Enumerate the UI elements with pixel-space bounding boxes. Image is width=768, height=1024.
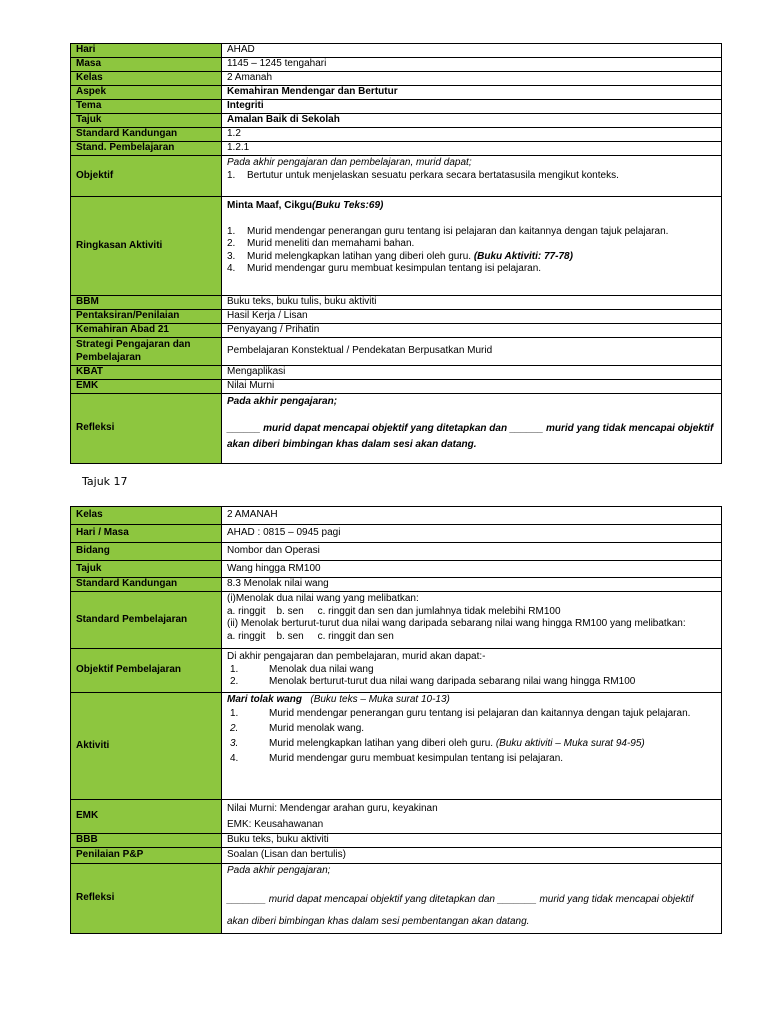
op-intro: Di akhir pengajaran dan pembelajaran, murid akan dapat:- [227, 651, 486, 662]
aktiviti-title [227, 694, 716, 706]
sp-line: (i)Menolak dua nilai wang yang melibatkan: [227, 593, 419, 604]
value-standard-kandungan: 8.3 Menolak nilai wang [222, 578, 722, 592]
value-strategi: Pembelajaran Konstektual / Pendekatan Berpusatkan Murid [222, 338, 722, 366]
aktiviti-title-ref: (Buku Teks:69) [312, 200, 384, 211]
objektif-item-number: 1. [227, 169, 236, 181]
section-caption: Tajuk 17 [82, 475, 128, 488]
label-emk: EMK [71, 380, 222, 394]
value-standard-kandungan: 1.2 [222, 128, 722, 142]
value-hari: AHAD [222, 44, 722, 58]
aktiviti-item-number: 4. [230, 753, 239, 764]
emk-line: EMK: Keusahawanan [227, 818, 324, 830]
value-emk [222, 800, 722, 834]
label-aktiviti: Aktiviti [71, 693, 222, 800]
aktiviti-item-text [247, 251, 573, 264]
objektif-item-text: Bertutur untuk menjelaskan sesuatu perkara secara bertatasusila mengikut konteks. [247, 169, 619, 181]
value-kelas: 2 AMANAH [222, 507, 722, 525]
label-tajuk: Tajuk [71, 561, 222, 578]
label-standard-pembelajaran: Stand. Pembelajaran [71, 142, 222, 156]
value-aspek: Kemahiran Mendengar dan Bertutur [222, 86, 722, 100]
lesson-plan-table-2 [70, 506, 722, 934]
aktiviti-item-text: Murid mendengar guru membuat kesimpulan tentang isi pelajaran. [247, 263, 542, 274]
aktiviti-item-text: Murid menolak wang. [269, 723, 365, 734]
aktiviti-item-number: 1. [230, 708, 239, 719]
sp-line: (ii) Menolak berturut-turut dua nilai wang daripada sebarang nilai wang hingga RM100 yang melibatkan: [227, 618, 686, 629]
value-kemahiran-abad-21: Penyayang / Prihatin [222, 324, 722, 338]
value-ringkasan-aktiviti [222, 197, 722, 296]
value-pentaksiran: Hasil Kerja / Lisan [222, 310, 722, 324]
aktiviti-item [227, 226, 716, 239]
label-bidang: Bidang [71, 543, 222, 561]
op-item [227, 676, 716, 689]
value-tema: Integriti [222, 100, 722, 114]
aktiviti-item [227, 251, 716, 264]
label-tema: Tema [71, 100, 222, 114]
aktiviti-item-number: 1. [227, 225, 236, 237]
aktiviti-item-text: Murid meneliti dan memahami bahan. [247, 238, 415, 249]
value-objektif-pembelajaran [222, 649, 722, 693]
value-bbm: Buku teks, buku tulis, buku aktiviti [222, 296, 722, 310]
aktiviti-item-ref: (Buku Aktiviti: 77-78) [473, 250, 573, 262]
aktiviti-item-text-main: Murid melengkapkan latihan yang diberi oleh guru. [247, 250, 474, 262]
label-pentaksiran: Pentaksiran/Penilaian [71, 310, 222, 324]
value-objektif [222, 156, 722, 197]
aktiviti-item-text [269, 736, 645, 751]
label-bbm: BBM [71, 296, 222, 310]
refleksi-text: ______ murid dapat mencapai objektif yang ditetapkan dan ______ murid yang tidak mencapai objektif akan diberi bimbingan khas dalam sesi akan datang. [227, 422, 714, 450]
value-emk: Nilai Murni [222, 380, 722, 394]
label-kemahiran-abad-21: Kemahiran Abad 21 [71, 324, 222, 338]
value-aktiviti [222, 693, 722, 800]
label-aspek: Aspek [71, 86, 222, 100]
value-standard-pembelajaran: 1.2.1 [222, 142, 722, 156]
aktiviti-item [227, 263, 716, 276]
objektif-intro: Pada akhir pengajaran dan pembelajaran, murid dapat; [227, 157, 472, 168]
aktiviti-item-text-main: Murid melengkapkan latihan yang diberi oleh guru. [269, 738, 496, 749]
aktiviti-item-number: 4. [227, 263, 236, 274]
value-refleksi [222, 394, 722, 464]
refleksi-text: _______ murid dapat mencapai objektif yang ditetapkan dan _______ murid yang tidak mencapai objektif akan diberi bimbingan khas dalam sesi pembentangan akan datang. [227, 893, 694, 927]
value-kelas: 2 Amanah [222, 72, 722, 86]
value-tajuk: Wang hingga RM100 [222, 561, 722, 578]
aktiviti-item-number: 2. [227, 238, 236, 249]
value-hari-masa: AHAD : 0815 – 0945 pagi [222, 525, 722, 543]
sp-line: a. ringgit b. sen c. ringgit dan sen dan jumlahnya tidak melebihi RM100 [227, 605, 561, 617]
aktiviti-item-ref: (Buku aktiviti – Muka surat 94-95) [495, 738, 645, 749]
aktiviti-item-text: Murid mendengar guru membuat kesimpulan tentang isi pelajaran. [269, 753, 564, 764]
refleksi-intro: Pada akhir pengajaran; [227, 396, 338, 407]
aktiviti-item-text: Murid mendengar penerangan guru tentang isi pelajaran dan kaitannya dengan tajuk pelajaran. [269, 708, 691, 719]
aktiviti-item-number: 3. [227, 250, 236, 262]
label-kbat: KBAT [71, 366, 222, 380]
label-standard-kandungan: Standard Kandungan [71, 128, 222, 142]
label-kelas: Kelas [71, 72, 222, 86]
label-tajuk: Tajuk [71, 114, 222, 128]
label-hari-masa: Hari / Masa [71, 525, 222, 543]
label-penilaian: Penilaian P&P [71, 848, 222, 864]
op-item-text: Menolak dua nilai wang [269, 663, 374, 675]
label-masa: Masa [71, 58, 222, 72]
aktiviti-item [227, 238, 716, 251]
aktiviti-item [227, 751, 716, 766]
value-penilaian: Soalan (Lisan dan bertulis) [222, 848, 722, 864]
op-item-text: Menolak berturut-turut dua nilai wang daripada sebarang nilai wang hingga RM100 [269, 676, 636, 687]
label-standard-pembelajaran: Standard Pembelajaran [71, 592, 222, 649]
label-objektif: Objektif [71, 156, 222, 197]
aktiviti-title-text: Minta Maaf, Cikgu [227, 200, 313, 211]
value-masa: 1145 – 1245 tengahari [222, 58, 722, 72]
aktiviti-item [227, 721, 716, 736]
op-item [227, 664, 716, 677]
lesson-plan-table-1 [70, 43, 722, 464]
label-standard-kandungan: Standard Kandungan [71, 578, 222, 592]
aktiviti-item-text: Murid mendengar penerangan guru tentang isi pelajaran dan kaitannya dengan tajuk pelajaran. [247, 225, 669, 237]
value-tajuk: Amalan Baik di Sekolah [222, 114, 722, 128]
label-strategi: Strategi Pengajaran dan Pembelajaran [71, 338, 222, 366]
aktiviti-item [227, 706, 716, 721]
op-item-number: 2. [230, 676, 239, 687]
label-kelas: Kelas [71, 507, 222, 525]
label-refleksi: Refleksi [71, 394, 222, 464]
value-bbb: Buku teks, buku aktiviti [222, 834, 722, 848]
emk-line: Nilai Murni: Mendengar arahan guru, keyakinan [227, 802, 438, 814]
aktiviti-title-ref: (Buku teks – Muka surat 10-13) [310, 694, 450, 705]
label-ringkasan-aktiviti: Ringkasan Aktiviti [71, 197, 222, 296]
value-refleksi [222, 864, 722, 934]
label-hari: Hari [71, 44, 222, 58]
refleksi-intro: Pada akhir pengajaran; [227, 865, 331, 876]
label-objektif-pembelajaran: Objektif Pembelajaran [71, 649, 222, 693]
aktiviti-item-number: 2. [230, 723, 239, 734]
objektif-item [227, 170, 716, 183]
value-standard-pembelajaran [222, 592, 722, 649]
aktiviti-title-text: Mari tolak wang [227, 694, 303, 705]
aktiviti-title [227, 200, 716, 213]
value-kbat: Mengaplikasi [222, 366, 722, 380]
sp-line: a. ringgit b. sen c. ringgit dan sen [227, 630, 394, 642]
aktiviti-item-number: 3. [230, 738, 239, 749]
label-bbb: BBB [71, 834, 222, 848]
aktiviti-item [227, 736, 716, 751]
label-refleksi: Refleksi [71, 864, 222, 934]
label-emk: EMK [71, 800, 222, 834]
op-item-number: 1. [230, 663, 239, 675]
value-bidang: Nombor dan Operasi [222, 543, 722, 561]
